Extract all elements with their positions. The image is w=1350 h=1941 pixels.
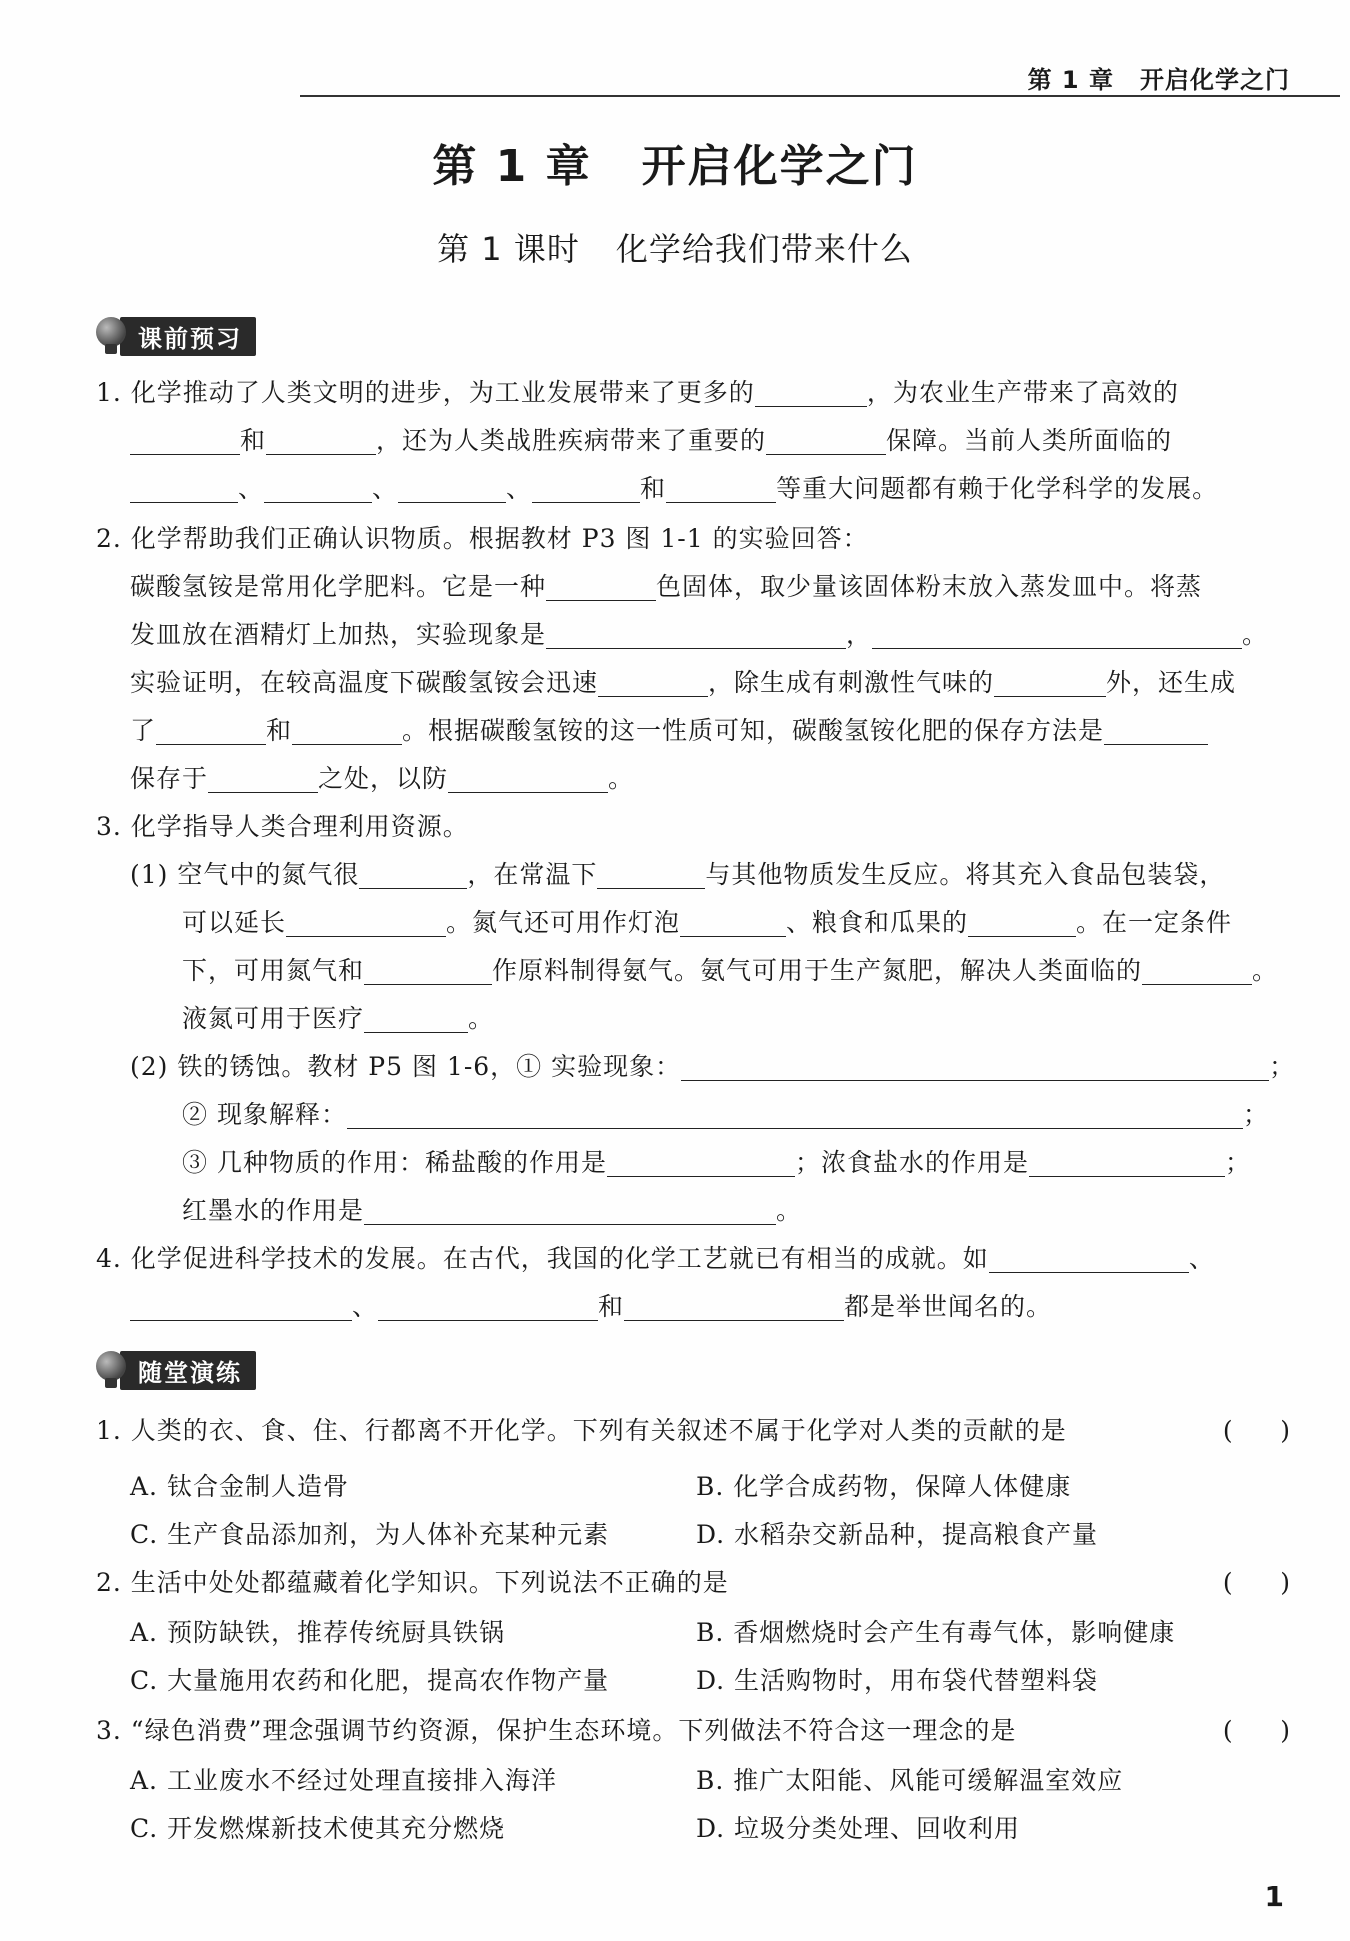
text: 都是举世闻名的。 — [844, 1292, 1053, 1321]
preview-q3-line1: 3. 化学指导人类合理利用资源。 — [96, 812, 469, 841]
answer-blank[interactable] — [208, 768, 318, 793]
lesson-title — [0, 224, 1350, 270]
text: 下，可用氮气和 — [182, 956, 365, 985]
answer-blank[interactable] — [448, 768, 608, 793]
lesson-number: 第 1 课时 — [437, 230, 580, 268]
practice-q2-stem: 2. 生活中处处都蕴藏着化学知识。下列说法不正确的是 — [96, 1568, 729, 1597]
text: ； — [1269, 1052, 1296, 1081]
text: 之处，以防 — [318, 764, 449, 793]
text: 、 — [372, 474, 399, 503]
answer-blank[interactable] — [364, 1200, 776, 1225]
text: 和 — [240, 426, 267, 455]
answer-blank[interactable] — [347, 1104, 1243, 1129]
answer-blank[interactable] — [624, 1296, 844, 1321]
practice-q2-option-a[interactable]: A. 预防缺铁，推荐传统厨具铁锅 — [130, 1618, 505, 1647]
preview-q1-line1 — [96, 374, 1179, 412]
preview-q3-line7 — [182, 1096, 1269, 1134]
practice-q1-option-a[interactable]: A. 钛合金制人造骨 — [130, 1472, 349, 1501]
text: (2) 铁的锈蚀。教材 P5 图 1-6，① 实验现象： — [130, 1052, 682, 1081]
text: 红墨水的作用是 — [182, 1196, 365, 1225]
answer-blank[interactable] — [378, 1296, 598, 1321]
preview-q4-line1 — [96, 1240, 1215, 1278]
text: 了 — [130, 716, 157, 745]
answer-blank[interactable] — [364, 960, 492, 985]
answer-blank[interactable] — [1104, 720, 1208, 745]
text: 和 — [598, 1292, 625, 1321]
lightbulb-icon — [96, 317, 126, 355]
text: 液氮可用于医疗 — [182, 1004, 365, 1033]
practice-q1-option-b[interactable]: B. 化学合成药物，保障人体健康 — [696, 1472, 1072, 1501]
answer-blank[interactable] — [292, 720, 402, 745]
lesson-name: 化学给我们带来什么 — [615, 230, 913, 268]
answer-blank[interactable] — [872, 624, 1242, 649]
text: ，还为人类战胜疾病带来了重要的 — [376, 426, 767, 455]
text: 、 — [352, 1292, 379, 1321]
text: ③ 几种物质的作用：稀盐酸的作用是 — [182, 1148, 607, 1177]
answer-blank[interactable] — [546, 576, 656, 601]
text: 碳酸氢铵是常用化学肥料。它是一种 — [130, 572, 547, 601]
answer-blank[interactable] — [286, 912, 446, 937]
practice-q1-option-d[interactable]: D. 水稻杂交新品种，提高粮食产量 — [696, 1520, 1099, 1549]
preview-q2-line6 — [130, 760, 634, 798]
practice-q3-option-d[interactable]: D. 垃圾分类处理、回收利用 — [696, 1814, 1021, 1843]
header-rule — [300, 95, 1340, 97]
preview-q3-line8 — [182, 1144, 1251, 1182]
answer-blank[interactable] — [968, 912, 1076, 937]
answer-blank[interactable] — [681, 1056, 1269, 1081]
page-number: 1 — [1264, 1880, 1284, 1913]
text: 。氮气还可用作灯泡 — [446, 908, 681, 937]
text: ，为农业生产带来了高效的 — [866, 378, 1179, 407]
preview-q2-line1: 2. 化学帮助我们正确认识物质。根据教材 P3 图 1-1 的实验回答： — [96, 524, 869, 553]
answer-blank[interactable] — [398, 478, 506, 503]
text: 作原料制得氨气。氨气可用于生产氮肥，解决人类面临的 — [492, 956, 1143, 985]
text: 。 — [468, 1004, 495, 1033]
text: ，在常温下 — [467, 860, 598, 889]
practice-q2-option-b[interactable]: B. 香烟燃烧时会产生有毒气体，影响健康 — [696, 1618, 1176, 1647]
running-header-title: 开启化学之门 — [1140, 66, 1290, 94]
chapter-title — [0, 130, 1350, 194]
answer-bracket[interactable]: ( ) — [1222, 1568, 1290, 1597]
chapter-number: 第 1 章 — [432, 141, 592, 192]
preview-q3-line6 — [130, 1048, 1295, 1086]
text: 。根据碳酸氢铵的这一性质可知，碳酸氢铵化肥的保存方法是 — [402, 716, 1105, 745]
preview-q3-line9 — [182, 1192, 802, 1230]
text: 和 — [266, 716, 293, 745]
text: 发皿放在酒精灯上加热，实验现象是 — [130, 620, 547, 649]
preview-q2-line5 — [130, 712, 1208, 750]
answer-blank[interactable] — [130, 430, 240, 455]
preview-q3-line3 — [182, 904, 1232, 942]
answer-blank[interactable] — [1142, 960, 1252, 985]
preview-q1-line2 — [130, 422, 1172, 460]
running-header-chapter: 第 1 章 — [1027, 66, 1114, 94]
preview-q3-line2 — [130, 856, 1225, 894]
text: 外，还生成 — [1106, 668, 1237, 697]
practice-q3-stem: 3. “绿色消费”理念强调节约资源，保护生态环境。下列做法不符合这一理念的是 — [96, 1716, 1017, 1745]
answer-blank[interactable] — [546, 624, 846, 649]
lightbulb-icon — [96, 1351, 126, 1389]
text: 、 — [506, 474, 533, 503]
preview-q4-line2 — [130, 1288, 1052, 1326]
text: 。 — [1252, 956, 1279, 985]
text: 。在一定条件 — [1076, 908, 1233, 937]
preview-q3-line4 — [182, 952, 1278, 990]
running-header — [1002, 60, 1290, 95]
answer-blank[interactable] — [989, 1248, 1189, 1273]
answer-bracket[interactable]: ( ) — [1222, 1416, 1290, 1445]
text: 、 — [1188, 1244, 1215, 1273]
text: 可以延长 — [182, 908, 287, 937]
answer-blank[interactable] — [994, 672, 1106, 697]
text: ； — [1224, 1148, 1251, 1177]
answer-blank[interactable] — [1029, 1152, 1225, 1177]
text: 1. 化学推动了人类文明的进步，为工业发展带来了更多的 — [96, 378, 755, 407]
text: 等重大问题都有赖于化学科学的发展。 — [776, 474, 1219, 503]
answer-blank[interactable] — [598, 672, 708, 697]
practice-q2-option-d[interactable]: D. 生活购物时，用布袋代替塑料袋 — [696, 1666, 1099, 1695]
practice-q3-option-b[interactable]: B. 推广太阳能、风能可缓解温室效应 — [696, 1766, 1124, 1795]
preview-q1-line3 — [130, 470, 1218, 508]
text: 。 — [608, 764, 635, 793]
text: ； — [1242, 1100, 1269, 1129]
text: 色固体，取少量该固体粉末放入蒸发皿中。将蒸 — [656, 572, 1203, 601]
text: 保障。当前人类所面临的 — [886, 426, 1173, 455]
text: 保存于 — [130, 764, 209, 793]
answer-blank[interactable] — [130, 1296, 352, 1321]
chapter-name: 开启化学之门 — [641, 141, 918, 192]
practice-q3-option-c[interactable]: C. 开发燃煤新技术使其充分燃烧 — [130, 1814, 506, 1843]
answer-blank[interactable] — [359, 864, 467, 889]
text: 4. 化学促进科学技术的发展。在古代，我国的化学工艺就已有相当的成就。如 — [96, 1244, 989, 1273]
practice-q2-option-c[interactable]: C. 大量施用农药和化肥，提高农作物产量 — [130, 1666, 610, 1695]
text: 、 — [238, 474, 265, 503]
text: ② 现象解释： — [182, 1100, 347, 1129]
practice-q3-option-a[interactable]: A. 工业废水不经过处理直接排入海洋 — [130, 1766, 557, 1795]
section-label-practice: 随堂演练 — [120, 1351, 256, 1390]
text: 、粮食和瓜果的 — [786, 908, 969, 937]
answer-blank[interactable] — [264, 478, 372, 503]
answer-blank[interactable] — [607, 1152, 795, 1177]
text: 实验证明，在较高温度下碳酸氢铵会迅速 — [130, 668, 599, 697]
preview-q2-line4 — [130, 664, 1236, 702]
text: ， — [846, 620, 873, 649]
section-badge-preview — [96, 318, 256, 354]
text: ，除生成有刺激性气味的 — [708, 668, 995, 697]
text: 与其他物质发生反应。将其充入食品包装袋， — [705, 860, 1226, 889]
answer-blank[interactable] — [766, 430, 886, 455]
answer-blank[interactable] — [266, 430, 376, 455]
answer-blank[interactable] — [130, 478, 238, 503]
text: (1) 空气中的氮气很 — [130, 860, 360, 889]
preview-q2-line3 — [130, 616, 1268, 654]
answer-blank[interactable] — [680, 912, 786, 937]
preview-q3-line5 — [182, 1000, 494, 1038]
answer-blank[interactable] — [532, 478, 640, 503]
text: 。 — [1242, 620, 1269, 649]
answer-blank[interactable] — [364, 1008, 468, 1033]
section-label-preview: 课前预习 — [120, 317, 256, 356]
practice-q1-option-c[interactable]: C. 生产食品添加剂，为人体补充某种元素 — [130, 1520, 610, 1549]
answer-blank[interactable] — [597, 864, 705, 889]
text: 。 — [776, 1196, 803, 1225]
answer-blank[interactable] — [156, 720, 266, 745]
answer-bracket[interactable]: ( ) — [1222, 1716, 1290, 1745]
answer-blank[interactable] — [755, 382, 867, 407]
preview-q2-line2 — [130, 568, 1202, 606]
text: ；浓食盐水的作用是 — [794, 1148, 1029, 1177]
section-badge-practice — [96, 1352, 256, 1388]
text: 和 — [640, 474, 667, 503]
answer-blank[interactable] — [666, 478, 776, 503]
practice-q1-stem: 1. 人类的衣、食、住、行都离不开化学。下列有关叙述不属于化学对人类的贡献的是 — [96, 1416, 1067, 1445]
